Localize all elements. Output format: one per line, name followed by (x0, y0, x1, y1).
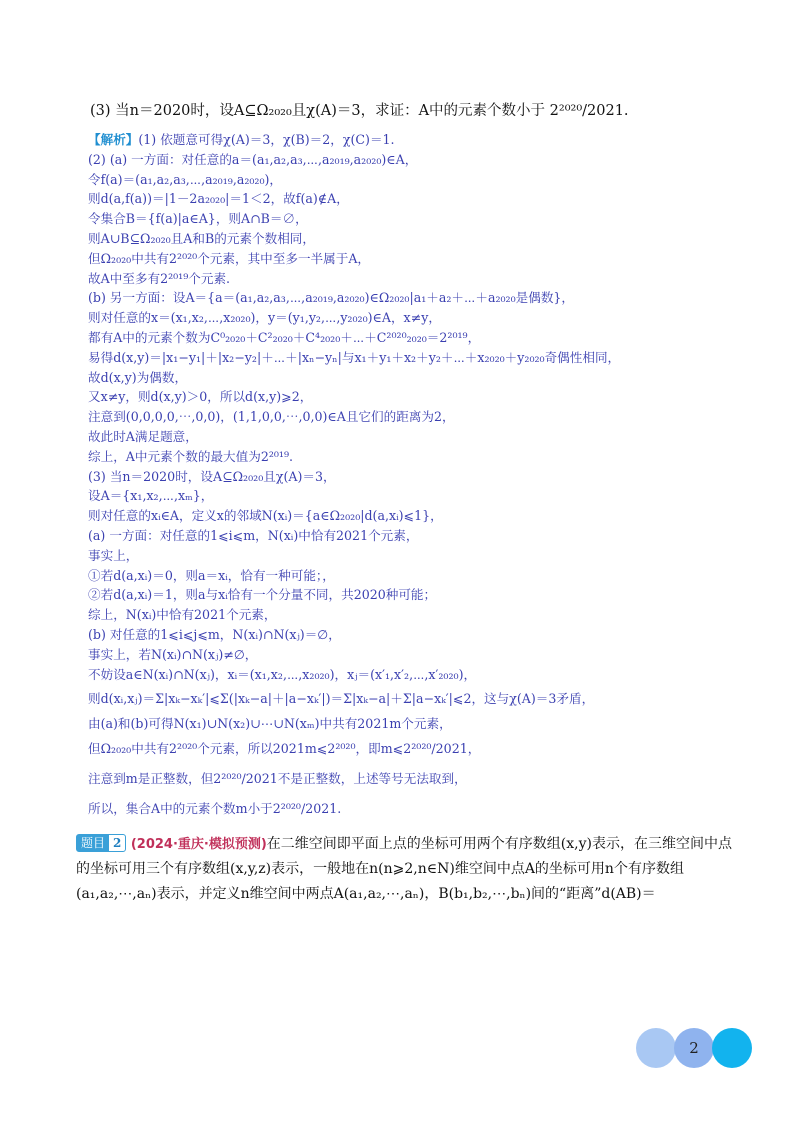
decor-circle-right (712, 1028, 752, 1068)
solution-line: 故d(x,y)为偶数， (88, 369, 188, 385)
solution-label: 【解析】 (88, 132, 139, 147)
question-3: (3) 当n＝2020时，设A⊆Ω₂₀₂₀且χ(A)＝3，求证：A中的元素个数小于 2²⁰²⁰/2021. (90, 103, 629, 119)
badge-number: 2 (113, 836, 122, 851)
solution-line: 则对任意的x＝(x₁,x₂,⋯,x₂₀₂₀)，y＝(y₁,y₂,⋯,y₂₀₂₀)∈A，x≠y， (88, 310, 441, 326)
solution-line: 由(a)和(b)可得N(x₁)∪N(x₂)∪⋯∪N(xₘ)中共有2021m个元素， (88, 716, 452, 732)
solution-line: 事实上，若N(xᵢ)∩N(xⱼ)≠∅， (88, 646, 258, 662)
page-number: 2 (689, 1039, 699, 1057)
solution-line: 综上，N(xᵢ)中恰有2021个元素， (88, 607, 277, 623)
solution-line: 【解析】(1) 依题意可得χ(A)＝3，χ(B)＝2，χ(C)＝1. (88, 132, 395, 147)
solution-line: 则d(xᵢ,xⱼ)＝Σ|xₖ−xₖ′|⩽Σ(|xₖ−a|＋|a−xₖ′|)＝Σ|xₖ−a|＋Σ|a−xₖ′|⩽2，这与χ(A)＝3矛盾， (88, 691, 595, 707)
page-content (76, 96, 732, 907)
solution-line: 不妨设a∈N(xᵢ)∩N(xⱼ)，xᵢ＝(x₁,x₂,⋯,x₂₀₂₀)，xⱼ＝(x′₁,x′₂,⋯,x′₂₀₂₀)， (88, 666, 477, 682)
solution-line: 又x≠y，则d(x,y)＞0，所以d(x,y)⩾2， (88, 389, 313, 405)
problem-2 (76, 832, 736, 907)
solution-line: (b) 对任意的1⩽i⩽j⩽m，N(xᵢ)∩N(xⱼ)＝∅， (88, 626, 341, 642)
problem-text: 在二维空间即平面上点的坐标可用两个有序数组(x,y)表示，在三维空间中点的坐标可用三个有序数组(x,y,z)表示，一般地在n(n⩾2,n∈N)维空间中点A的坐标可用n个有序数组(a₁,a₂,⋯,aₙ)表示，并定义n维空间中两点A(a₁,a₂,⋯,aₙ)，B(b₁,b₂,⋯,bₙ)间的“距离”d(AB)＝ (76, 836, 732, 903)
solution-line: 则d(a,f(a))＝|1－2a₂₀₂₀|＝1＜2，故f(a)∉A， (88, 191, 349, 207)
solution-line: ②若d(a,xᵢ)＝1，则a与xᵢ恰有一个分量不同，共2020种可能； (88, 587, 437, 603)
solution-line: 故此时A满足题意， (88, 428, 198, 444)
solution-line: 令f(a)＝(a₁,a₂,a₃,⋯,a₂₀₁₉,a₂₀₂₀)， (88, 171, 283, 187)
decor-circle-left (636, 1028, 676, 1068)
solution-line: (2) (a) 一方面：对任意的a＝(a₁,a₂,a₃,⋯,a₂₀₁₉,a₂₀₂₀)∈A， (88, 151, 418, 167)
badge-label: 题目 (77, 835, 109, 851)
solution-line: 故A中至多有2²⁰¹⁹个元素. (88, 270, 231, 286)
solution-line: 所以，集合A中的元素个数m小于2²⁰²⁰/2021. (88, 801, 342, 817)
solution-line: 设A＝{x₁,x₂,⋯,xₘ}， (88, 488, 214, 504)
solution-line: 易得d(x,y)＝|x₁−y₁|＋|x₂−y₂|＋⋯＋|xₙ−yₙ|与x₁＋y₁＋x₂＋y₂＋⋯＋x₂₀₂₀＋y₂₀₂₀奇偶性相同， (88, 349, 621, 365)
problem-badge (76, 834, 126, 852)
solution-line: 则A∪B⊆Ω₂₀₂₀且A和B的元素个数相同， (88, 230, 315, 246)
solution-line: 令集合B＝{f(a)|a∈A}，则A∩B＝∅， (88, 211, 308, 227)
solution-line: ①若d(a,xᵢ)＝0，则a＝xᵢ，恰有一种可能；， (88, 567, 335, 583)
solution-line: 注意到(0,0,0,0,⋯,0,0)，(1,1,0,0,⋯,0,0)∈A且它们的距离为2， (88, 409, 455, 425)
solution-line: 综上，A中元素个数的最大值为2²⁰¹⁹. (88, 448, 294, 464)
solution-line: 都有A中的元素个数为C⁰₂₀₂₀＋C²₂₀₂₀＋C⁴₂₀₂₀＋⋯＋C²⁰²⁰₂₀₂₀＝2²⁰¹⁹， (88, 329, 481, 345)
solution-line: 注意到m是正整数，但2²⁰²⁰/2021不是正整数，上述等号无法取到， (88, 771, 467, 787)
solution-line: 但Ω₂₀₂₀中共有2²⁰²⁰个元素，其中至多一半属于A， (88, 250, 371, 266)
problem-source: (2024·重庆·模拟预测) (130, 837, 267, 853)
solution-line: 则对任意的xᵢ∈A，定义x的邻域N(xᵢ)＝{a∈Ω₂₀₂₀|d(a,xᵢ)⩽1}， (88, 508, 443, 524)
solution (88, 130, 728, 824)
solution-line: 但Ω₂₀₂₀中共有2²⁰²⁰个元素，所以2021m⩽2²⁰²⁰，即m⩽2²⁰²⁰/2021， (88, 741, 481, 757)
page-number-indicator (636, 1028, 752, 1068)
solution-line: (b) 另一方面：设A＝{a＝(a₁,a₂,a₃,⋯,a₂₀₁₉,a₂₀₂₀)∈Ω₂₀₂₀|a₁＋a₂＋⋯＋a₂₀₂₀是偶数}， (88, 290, 575, 306)
solution-line: (a) 一方面：对任意的1⩽i⩽m，N(xᵢ)中恰有2021个元素， (88, 527, 419, 543)
solution-line: (3) 当n＝2020时，设A⊆Ω₂₀₂₀且χ(A)＝3， (88, 468, 336, 484)
solution-line: 事实上， (88, 547, 139, 563)
